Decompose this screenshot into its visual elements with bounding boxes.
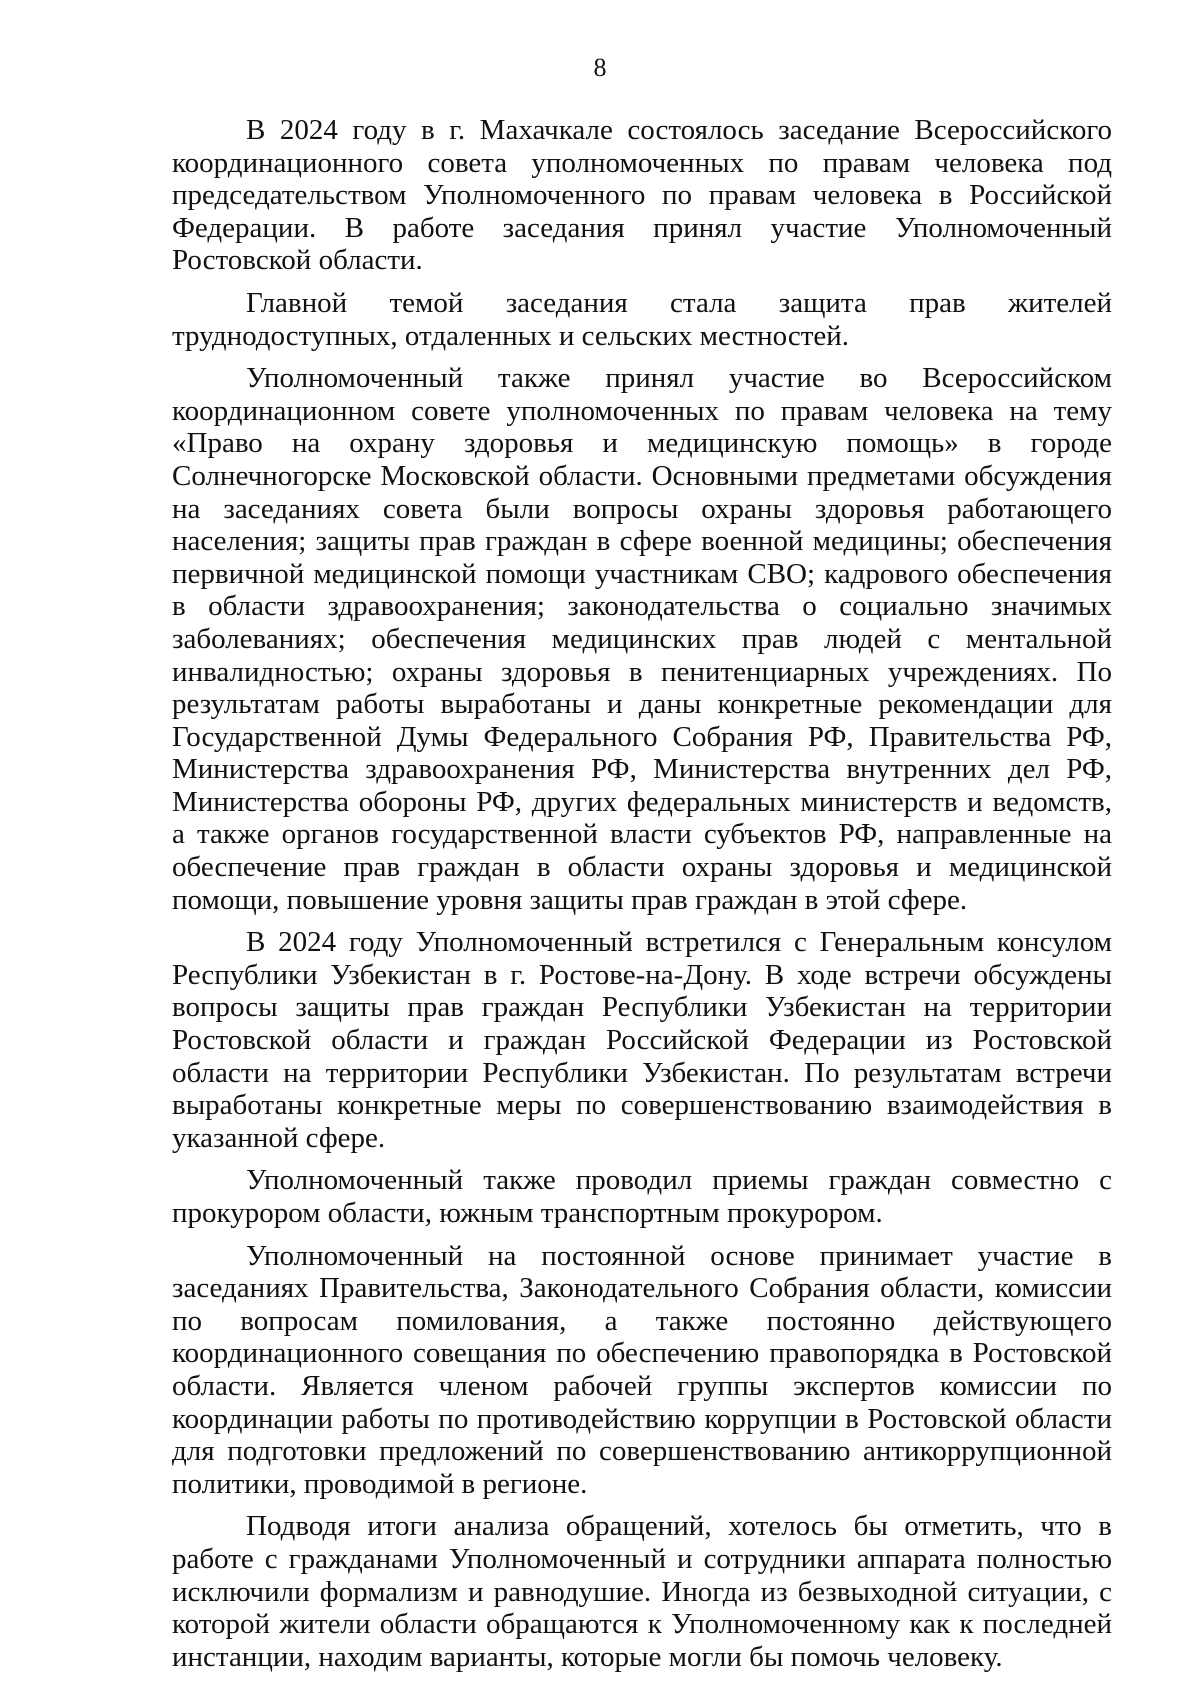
paragraph-vkc-makhachkala: В 2024 году в г. Махачкале состоялось заседание Всероссийского координационного совета уполномоченных по правам человека под председательством Уполномоченного по правам человека в Российской Федерации. В работе заседания принял участие Уполномоченный Ростовской области. bbox=[172, 114, 1112, 277]
paragraph-regular-participation: Уполномоченный на постоянной основе принимает участие в заседаниях Правительства, Законодательного Собрания области, комиссии по вопросам помилования, а также постоянно действующего координационного совещания по обеспечению правопорядка в Ростовской области. Является членом рабочей группы экспертов комиссии по координации работы по противодействию коррупции в Ростовской области для подготовки предложений по совершенствованию антикоррупционной политики, проводимой в регионе. bbox=[172, 1239, 1112, 1500]
paragraph-main-topic: Главной темой заседания стала защита прав жителей труднодоступных, отдаленных и сельских местностей. bbox=[172, 286, 1112, 352]
paragraph-healthcare-council: Уполномоченный также принял участие во Всероссийском координационном совете уполномоченных по правам человека на тему «Право на охрану здоровья и медицинскую помощь» в городе Солнечногорске Московской области. Основными предметами обсуждения на заседаниях совета были вопросы охраны здоровья работающего населения; защиты прав граждан в сфере военной медицины; обеспечения первичной медицинской помощи участникам СВО; кадрового обеспечения в области здравоохранения; законодательства о социально значимых заболеваниях; обеспечения медицинских прав людей с ментальной инвалидностью; охраны здоровья в пенитенциарных учреждениях. По результатам работы выработаны и даны конкретные рекомендации для Государственной Думы Федерального Собрания РФ, Правительства РФ, Министерства здравоохранения РФ, Министерства внутренних дел РФ, Министерства обороны РФ, других федеральных министерств и ведомств, а также органов государственной власти субъектов РФ, направленные на обеспечение прав граждан в области охраны здоровья и медицинской помощи, повышение уровня защиты прав граждан в этой сфере. bbox=[172, 362, 1112, 916]
paragraph-joint-receptions: Уполномоченный также проводил приемы граждан совместно с прокурором области, южным транспортным прокурором. bbox=[172, 1164, 1112, 1229]
page-number: 8 bbox=[593, 53, 607, 82]
document-body bbox=[172, 114, 1112, 1673]
paragraph-uzbekistan-consul: В 2024 году Уполномоченный встретился с Генеральным консулом Республики Узбекистан в г. Ростове-на-Дону. В ходе встречи обсуждены вопросы защиты прав граждан Республики Узбекистан на территории Ростовской области и граждан Российской Федерации из Ростовской области на территории Республики Узбекистан. По результатам встречи выработаны конкретные меры по совершенствованию взаимодействия в указанной сфере. bbox=[172, 926, 1112, 1154]
paragraph-summary: Подводя итоги анализа обращений, хотелось бы отметить, что в работе с гражданами Уполномоченный и сотрудники аппарата полностью исключили формализм и равнодушие. Иногда из безвыходной ситуации, с которой жители области обращаются к Уполномоченному как к последней инстанции, находим варианты, которые могли бы помочь человеку. bbox=[172, 1510, 1112, 1673]
